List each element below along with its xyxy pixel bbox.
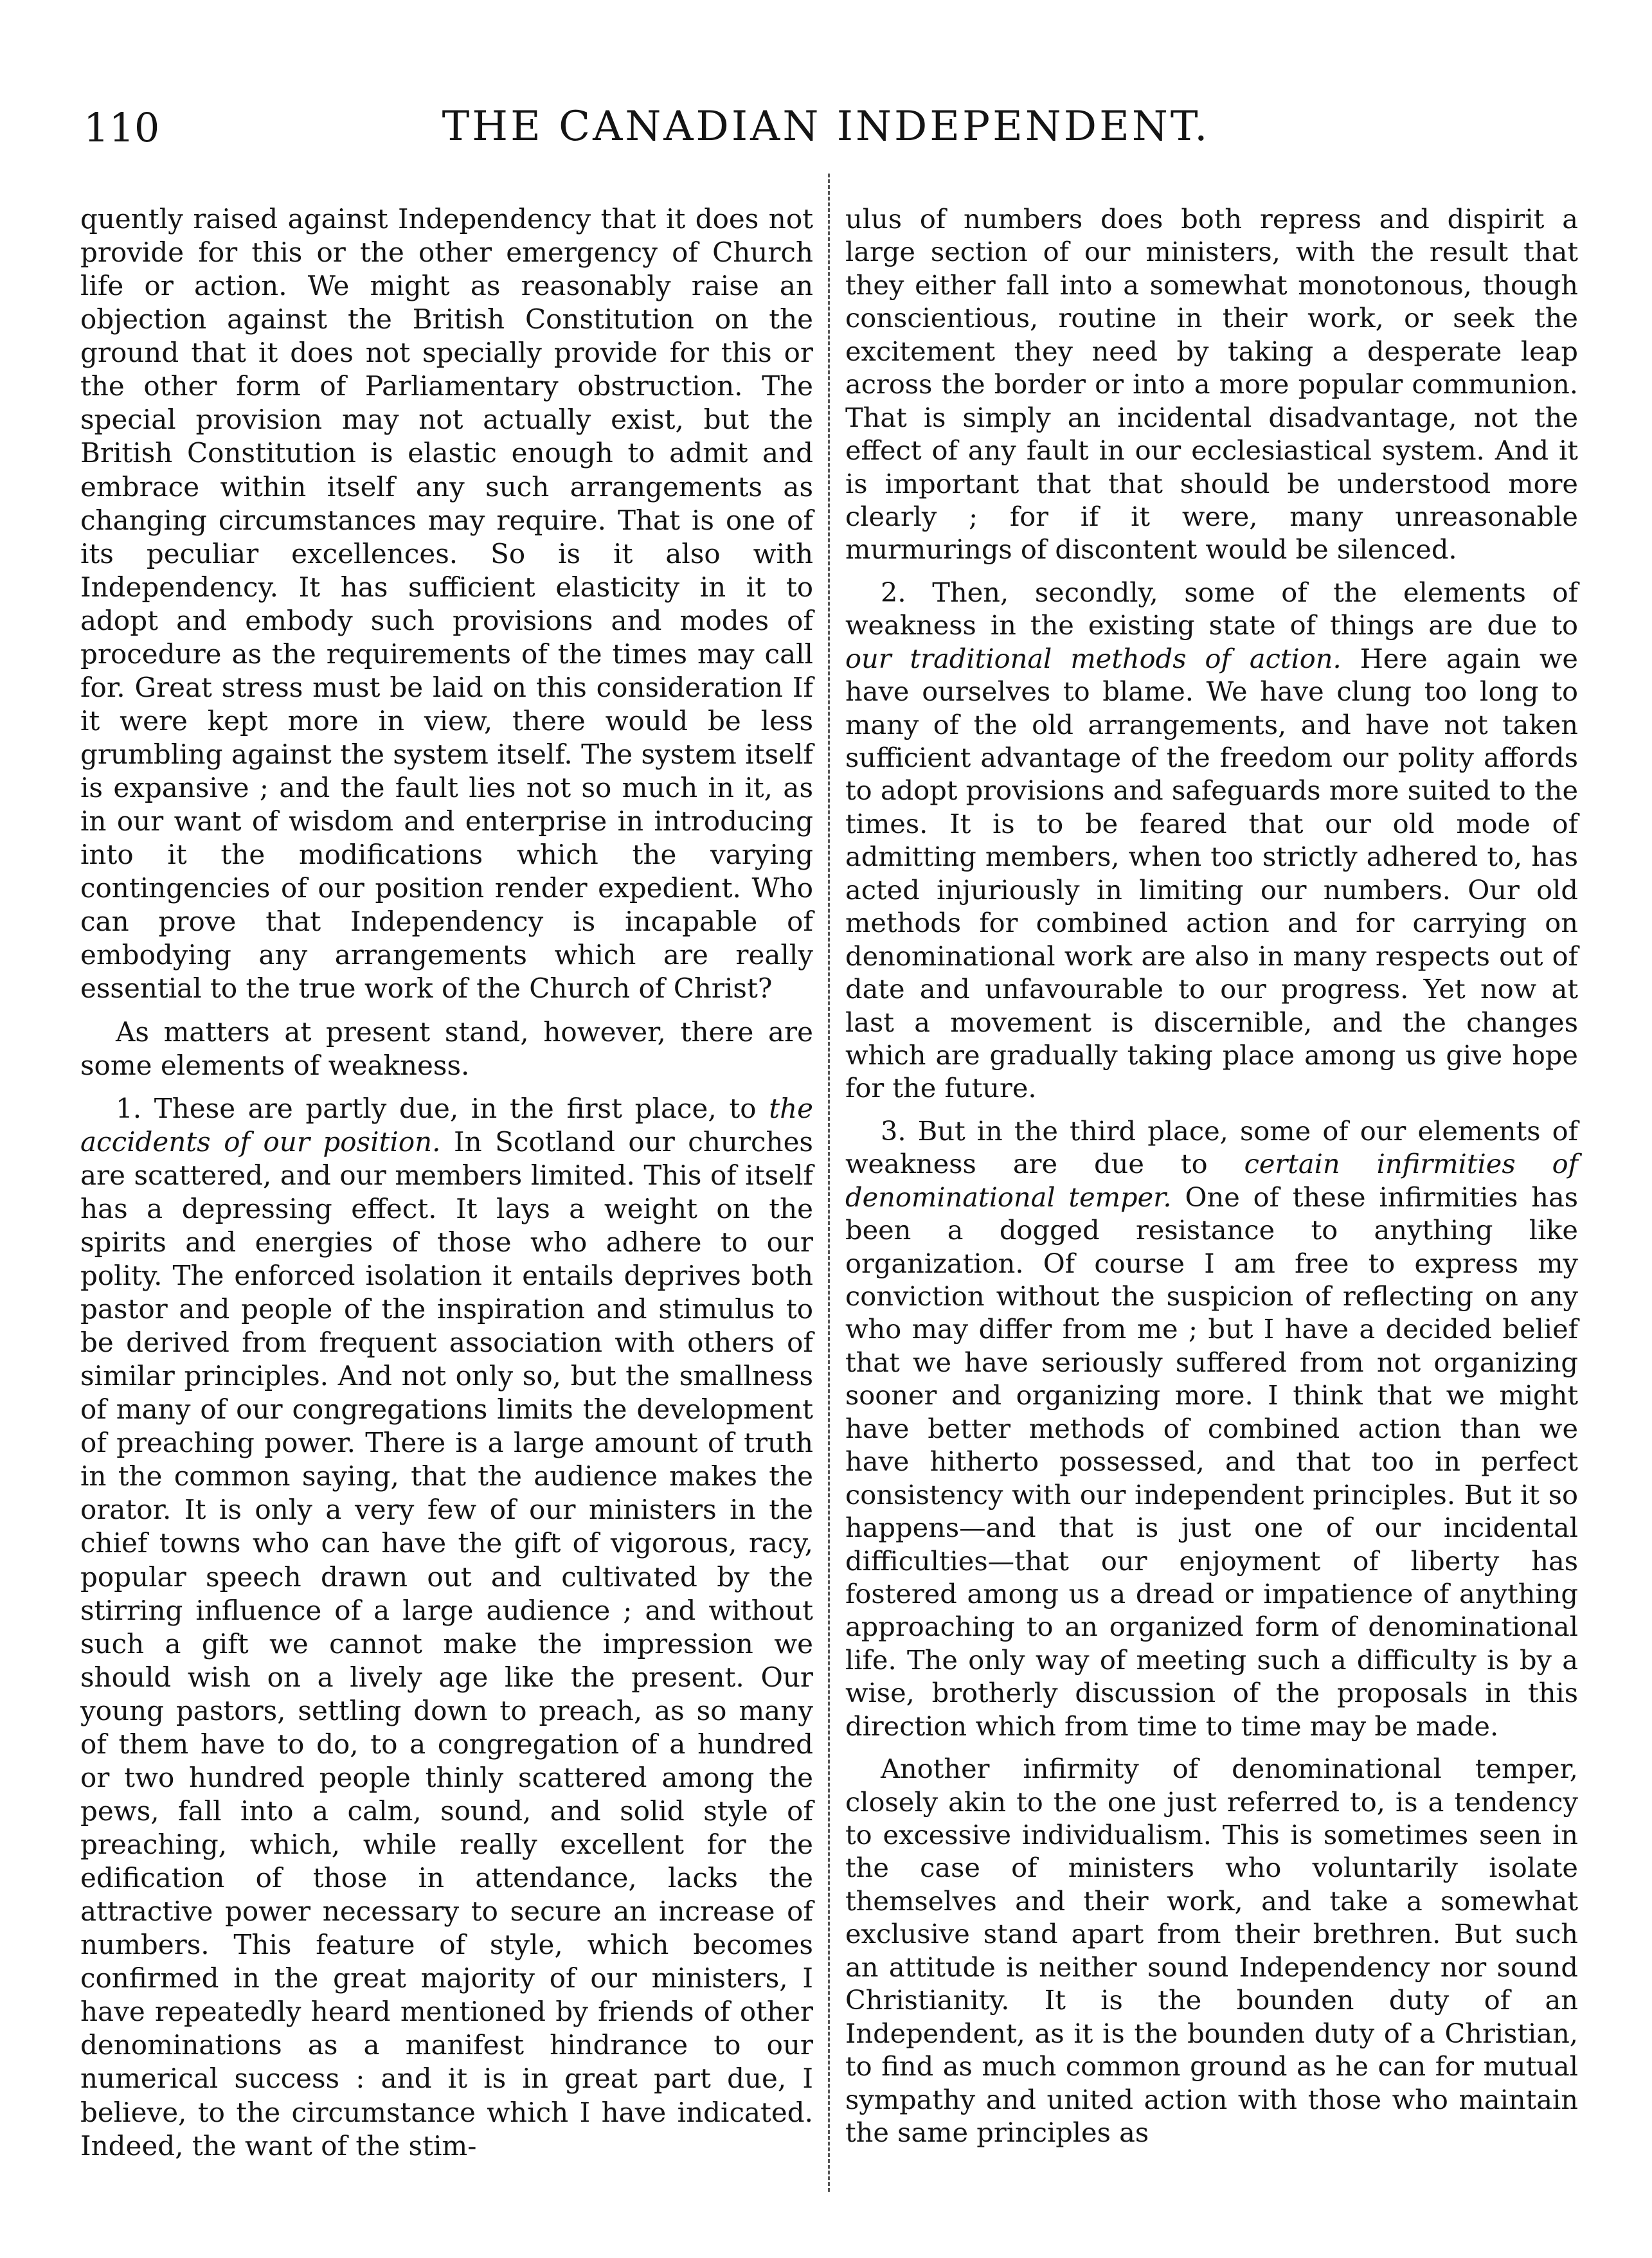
- page-header: [84, 96, 1568, 167]
- right-paragraph-3-start: 3. But in the third place, some of our elements of weakness are due to: [845, 1115, 1578, 1180]
- left-paragraph-1: quently raised against Independency that it does not provide for this or the other emergency of Church life or action. We might as reasonably raise an objection against the British Constitution on the ground that it does not specially provide for this or the other form of Parliamentary obstruction. The special provision may not actually exist, but the British Constitution is elastic enough to admit and embrace within itself any such arrangements as changing circumstances may require. That is one of its peculiar excellences. So is it also with Independency. It has sufficient elasticity in it to adopt and embody such provisions and modes of procedure as the requirements of the times may call for. Great stress must be laid on this consideration If it were kept more in view, there would be less grumbling against the system itself. The system itself is expansive ; and the fault lies not so much in it, as in our want of wisdom and enterprise in introducing into it the modifications which the varying contingencies of our position render expedient. Who can prove that Independency is incapable of embodying any arrangements which are really essential to the true work of the Church of Christ?: [80, 203, 813, 1005]
- left-paragraph-3: [80, 1092, 813, 2163]
- left-paragraph-3-emphasis: the accidents of our position.: [80, 1092, 813, 1158]
- right-paragraph-2: [845, 576, 1578, 1105]
- right-paragraph-2-emphasis: our traditional methods of action.: [845, 642, 1342, 674]
- right-paragraph-3-rest: One of these infirmities has been a dogged resistance to anything like organization. Of course I am free to express my conviction without the suspicion of reflecting on any who may differ from me ; but I have a decided belief that we have seriously suffered from not organizing sooner and organizing more. I think that we might have better methods of combined action than we have hitherto possessed, and that too in perfect consistency with our independent principles. But it so happens—and that is just one of our incidental difficulties—that our enjoyment of liberty has fostered among us a dread or impatience of anything approaching to an organized form of denominational life. The only way of meeting such a difficulty is by a wise, brotherly discussion of the proposals in this direction which from time to time may be made.: [845, 1181, 1578, 1742]
- page-number: 110: [84, 104, 160, 151]
- right-paragraph-2-start: 2. Then, secondly, some of the elements of weakness in the existing state of things are due to: [845, 576, 1578, 641]
- right-paragraph-2-rest: Here again we have ourselves to blame. We have clung too long to many of the old arrangements, and have not taken sufficient advantage of the freedom our polity affords to adopt provisions and safeguards more suited to the times. It is to be feared that our old mode of admitting members, when too strictly adhered to, has acted injuriously in limiting our numbers. Our old methods for combined action and for carrying on denominational work are also in many respects out of date and unfavourable to our progress. Yet now at last a movement is discernible, and the changes which are gradually taking place among us give hope for the future.: [845, 642, 1578, 1104]
- right-paragraph-3-emphasis: certain infirmities of denominational temper.: [845, 1148, 1578, 1213]
- right-paragraph-3: [845, 1115, 1578, 1743]
- column-divider: [828, 174, 830, 2192]
- left-paragraph-3-rest: In Scotland our churches are scattered, and our members limited. This of itself has a depressing effect. It lays a weight on the spirits and energies of those who adhere to our polity. The enforced isolation it entails deprives both pastor and people of the inspiration and stimulus to be derived from frequent association with others of similar principles. And not only so, but the smallness of many of our congregations limits the development of preaching power. There is a large amount of truth in the common saying, that the audience makes the orator. It is only a very few of our ministers in the chief towns who can have the gift of vigorous, racy, popular speech drawn out and cultivated by the stirring influence of a large audience ; and without such a gift we cannot make the impression we should wish on a lively age like the present. Our young pastors, settling down to preach, as so many of them have to do, to a congregation of a hundred or two hundred people thinly scattered among the pews, fall into a calm, sound, and solid style of preaching, which, while really excellent for the edification of those in attendance, lacks the attractive power necessary to secure an increase of numbers. This feature of style, which becomes confirmed in the great majority of our ministers, I have repeatedly heard mentioned by friends of other denominations as a manifest hindrance to our numerical success : and it is in great part due, I believe, to the circumstance which I have indicated. Indeed, the want of the stim-: [80, 1125, 813, 2162]
- left-column: [80, 202, 813, 2173]
- running-title: THE CANADIAN INDEPENDENT.: [442, 103, 1210, 150]
- right-paragraph-1: ulus of numbers does both repress and dispirit a large section of our ministers, with the result that they either fall into a somewhat monotonous, though conscientious, routine in their work, or seek the excitement they need by taking a desperate leap across the border or into a more popular communion. That is simply an incidental disadvantage, not the effect of any fault in our ecclesiastical system. And it is important that that should be understood more clearly ; for if it were, many unreasonable murmurings of discontent would be silenced.: [845, 203, 1578, 566]
- left-paragraph-3-start: 1. These are partly due, in the first place, to: [116, 1092, 769, 1124]
- right-paragraph-4: Another infirmity of denominational temper, closely akin to the one just referred to, is a tendency to excessive individualism. This is sometimes seen in the case of ministers who voluntarily isolate themselves and their work, and take a somewhat exclusive stand apart from their brethren. But such an attitude is neither sound Independency nor sound Christianity. It is the bounden duty of an Independent, as it is the bounden duty of a Christian, to find as much common ground as he can for mutual sympathy and united action with those who maintain the same principles as: [845, 1753, 1578, 2148]
- right-column: [845, 202, 1578, 2158]
- left-paragraph-2: As matters at present stand, however, there are some elements of weakness.: [80, 1016, 813, 1081]
